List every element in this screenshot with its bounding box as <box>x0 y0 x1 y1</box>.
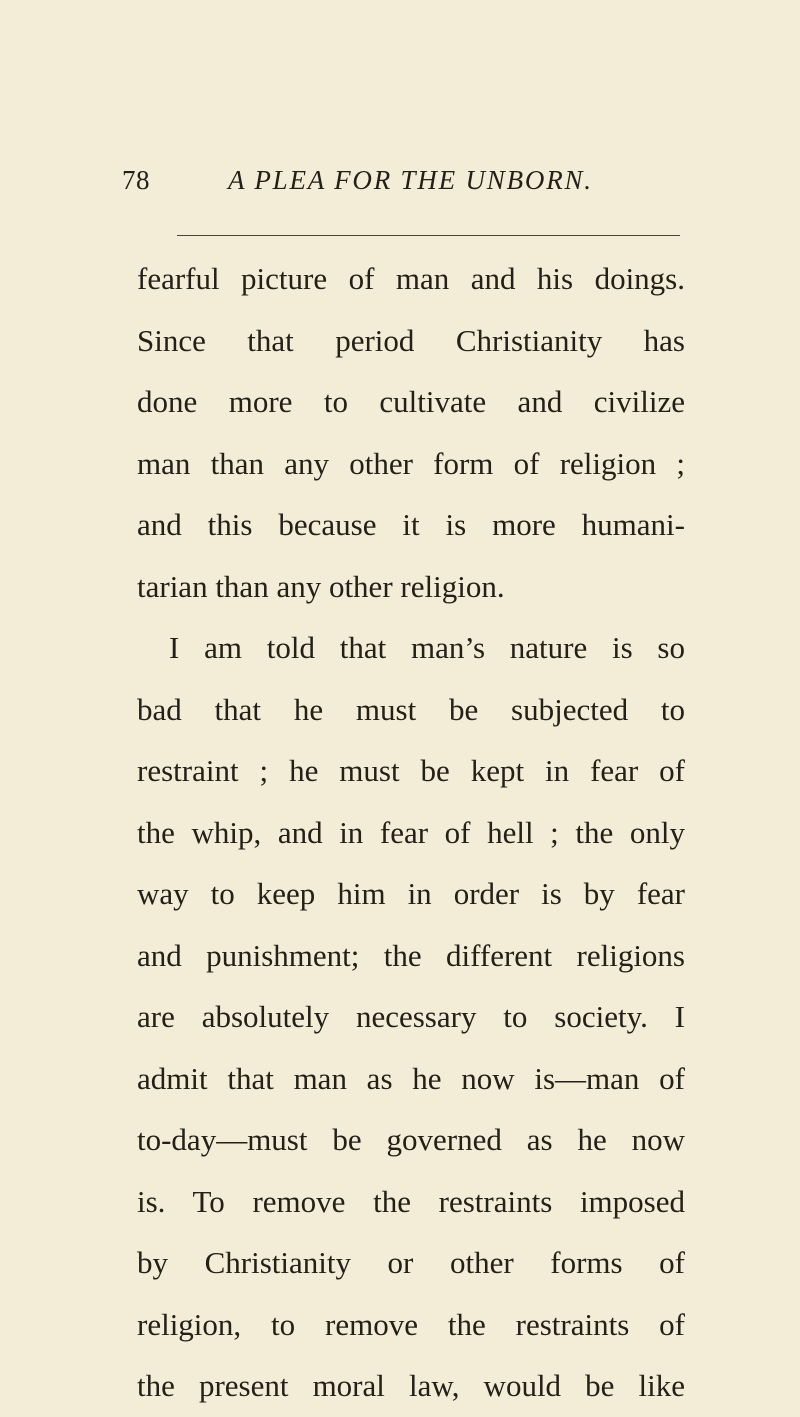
text-line: and this because it is more humani- <box>137 507 685 542</box>
text-line: to-day—must be governed as he now <box>137 1122 685 1157</box>
text-line: admit that man as he now is—man of <box>137 1060 685 1096</box>
text-line: is. To remove the restraints imposed <box>137 1183 685 1219</box>
body-text <box>137 248 685 1417</box>
text-line: by Christianity or other forms of <box>137 1245 685 1280</box>
text-line: I am told that man’s nature is so <box>169 630 685 665</box>
running-head: A PLEA FOR THE UNBORN. <box>228 165 593 195</box>
text-line: Since that period Christianity has <box>137 322 685 358</box>
header-rule <box>177 235 680 236</box>
text-line: bad that he must be subjected to <box>137 691 685 727</box>
text-line: religion, to remove the restraints of <box>137 1306 685 1342</box>
text-line: fearful picture of man and his doings. <box>137 261 685 296</box>
text-line: are absolutely necessary to society. I <box>137 999 685 1034</box>
text-line: man than any other form of religion ; <box>137 445 685 481</box>
text-line: the whip, and in fear of hell ; the only <box>137 814 685 850</box>
page-header <box>0 165 800 205</box>
text-line: and punishment; the different religions <box>137 937 685 973</box>
text-line: the present moral law, would be like <box>137 1368 685 1403</box>
text-line: tarian than any other religion. <box>137 568 505 604</box>
page-number: 78 <box>122 165 150 195</box>
text-line: done more to cultivate and civilize <box>137 384 685 419</box>
text-line: way to keep him in order is by fear <box>137 876 685 911</box>
text-line: restraint ; he must be kept in fear of <box>137 753 685 788</box>
